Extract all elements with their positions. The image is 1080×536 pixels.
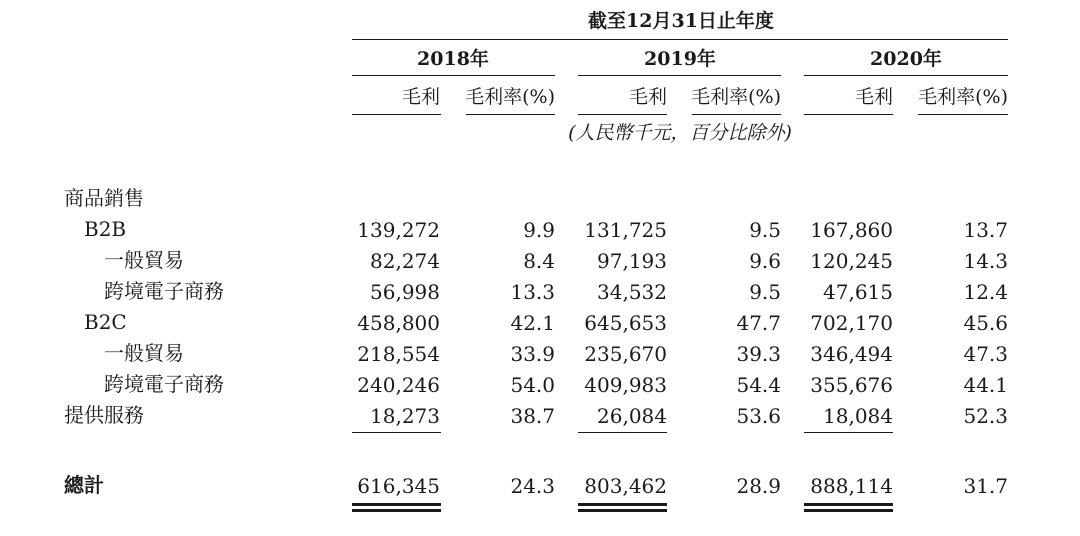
cell-margin-2020: 13.7 [963,218,1008,242]
cell-margin-2020: 45.6 [963,311,1008,335]
cell-gross-2019: 409,983 [584,373,667,397]
cell-margin-2019: 47.7 [736,311,781,335]
cell-gross-2019: 645,653 [584,311,667,335]
cell-gross-2018: 240,246 [357,373,440,397]
subtotal-rule-2020 [804,432,893,433]
unit-note: (人民幣千元，百分比除外) [568,122,792,144]
col-margin-2018: 毛利率(%) [465,86,555,108]
total-gross-2019: 803,462 [584,474,667,498]
row-label: 跨境電子商務 [104,279,224,303]
cell-margin-2020: 44.1 [963,373,1008,397]
sub-rule-2 [466,114,555,115]
cell-margin-2020: 12.4 [963,280,1008,304]
cell-margin-2019: 9.5 [749,280,781,304]
total-margin-2020: 31.7 [963,474,1008,498]
cell-gross-2018: 218,554 [357,342,440,366]
year-rule-2019 [578,75,781,76]
cell-margin-2020: 52.3 [963,404,1008,428]
cell-margin-2020: 47.3 [963,342,1008,366]
header-rule [352,39,1008,40]
year-rule-2020 [804,75,1008,76]
cell-gross-2020: 167,860 [810,218,893,242]
double-rule-2018-b [352,509,441,515]
year-2019: 2019年 [644,48,716,70]
cell-margin-2018: 9.9 [523,218,555,242]
cell-gross-2019: 235,670 [584,342,667,366]
subtotal-rule-2019 [578,432,667,433]
cell-margin-2018: 8.4 [523,249,555,273]
cell-margin-2019: 9.6 [749,249,781,273]
sub-rule-1 [352,114,441,115]
cell-margin-2018: 13.3 [510,280,555,304]
year-2020: 2020年 [870,48,942,70]
cell-gross-2018: 458,800 [357,311,440,335]
cell-gross-2020: 47,615 [823,280,893,304]
cell-margin-2019: 39.3 [736,342,781,366]
cell-margin-2019: 9.5 [749,218,781,242]
total-margin-2019: 28.9 [736,474,781,498]
col-margin-2019: 毛利率(%) [691,86,781,108]
col-gross-2020: 毛利 [854,86,893,108]
row-label: 跨境電子商務 [104,372,224,396]
col-margin-2020: 毛利率(%) [918,86,1008,108]
cell-gross-2020: 120,245 [810,249,893,273]
year-2018: 2018年 [417,48,489,70]
cell-margin-2018: 54.0 [510,373,555,397]
total-gross-2018: 616,345 [357,474,440,498]
cell-margin-2018: 42.1 [510,311,555,335]
cell-gross-2020: 702,170 [810,311,893,335]
period-title: 截至12月31日止年度 [588,10,774,32]
total-label: 總計 [64,473,104,497]
cell-gross-2019: 26,084 [597,404,667,428]
cell-margin-2018: 38.7 [510,404,555,428]
sub-rule-5 [804,114,893,115]
subtotal-rule-2018 [352,432,441,433]
row-label: 一般貿易 [104,341,184,365]
cell-margin-2019: 54.4 [736,373,781,397]
sub-rule-3 [578,114,667,115]
cell-gross-2019: 131,725 [584,218,667,242]
cell-gross-2018: 18,273 [370,404,440,428]
cell-gross-2020: 346,494 [810,342,893,366]
cell-gross-2019: 34,532 [597,280,667,304]
cell-gross-2018: 56,998 [370,280,440,304]
sub-rule-6 [918,114,1008,115]
double-rule-2019-b [578,509,667,515]
cell-gross-2018: 139,272 [357,218,440,242]
cell-gross-2020: 18,084 [823,404,893,428]
total-gross-2020: 888,114 [810,474,893,498]
sub-rule-4 [692,114,781,115]
cell-margin-2020: 14.3 [963,249,1008,273]
col-gross-2019: 毛利 [628,86,667,108]
col-gross-2018: 毛利 [401,86,440,108]
cell-margin-2019: 53.6 [736,404,781,428]
row-label: B2C [84,310,127,334]
cell-margin-2018: 33.9 [510,342,555,366]
row-label: 一般貿易 [104,248,184,272]
row-label: 提供服務 [64,403,144,427]
cell-gross-2020: 355,676 [810,373,893,397]
double-rule-2020-b [804,509,893,515]
cell-gross-2018: 82,274 [370,249,440,273]
row-label: 商品銷售 [64,186,144,210]
year-rule-2018 [352,75,555,76]
row-label: B2B [84,217,127,241]
cell-gross-2019: 97,193 [597,249,667,273]
total-margin-2018: 24.3 [510,474,555,498]
